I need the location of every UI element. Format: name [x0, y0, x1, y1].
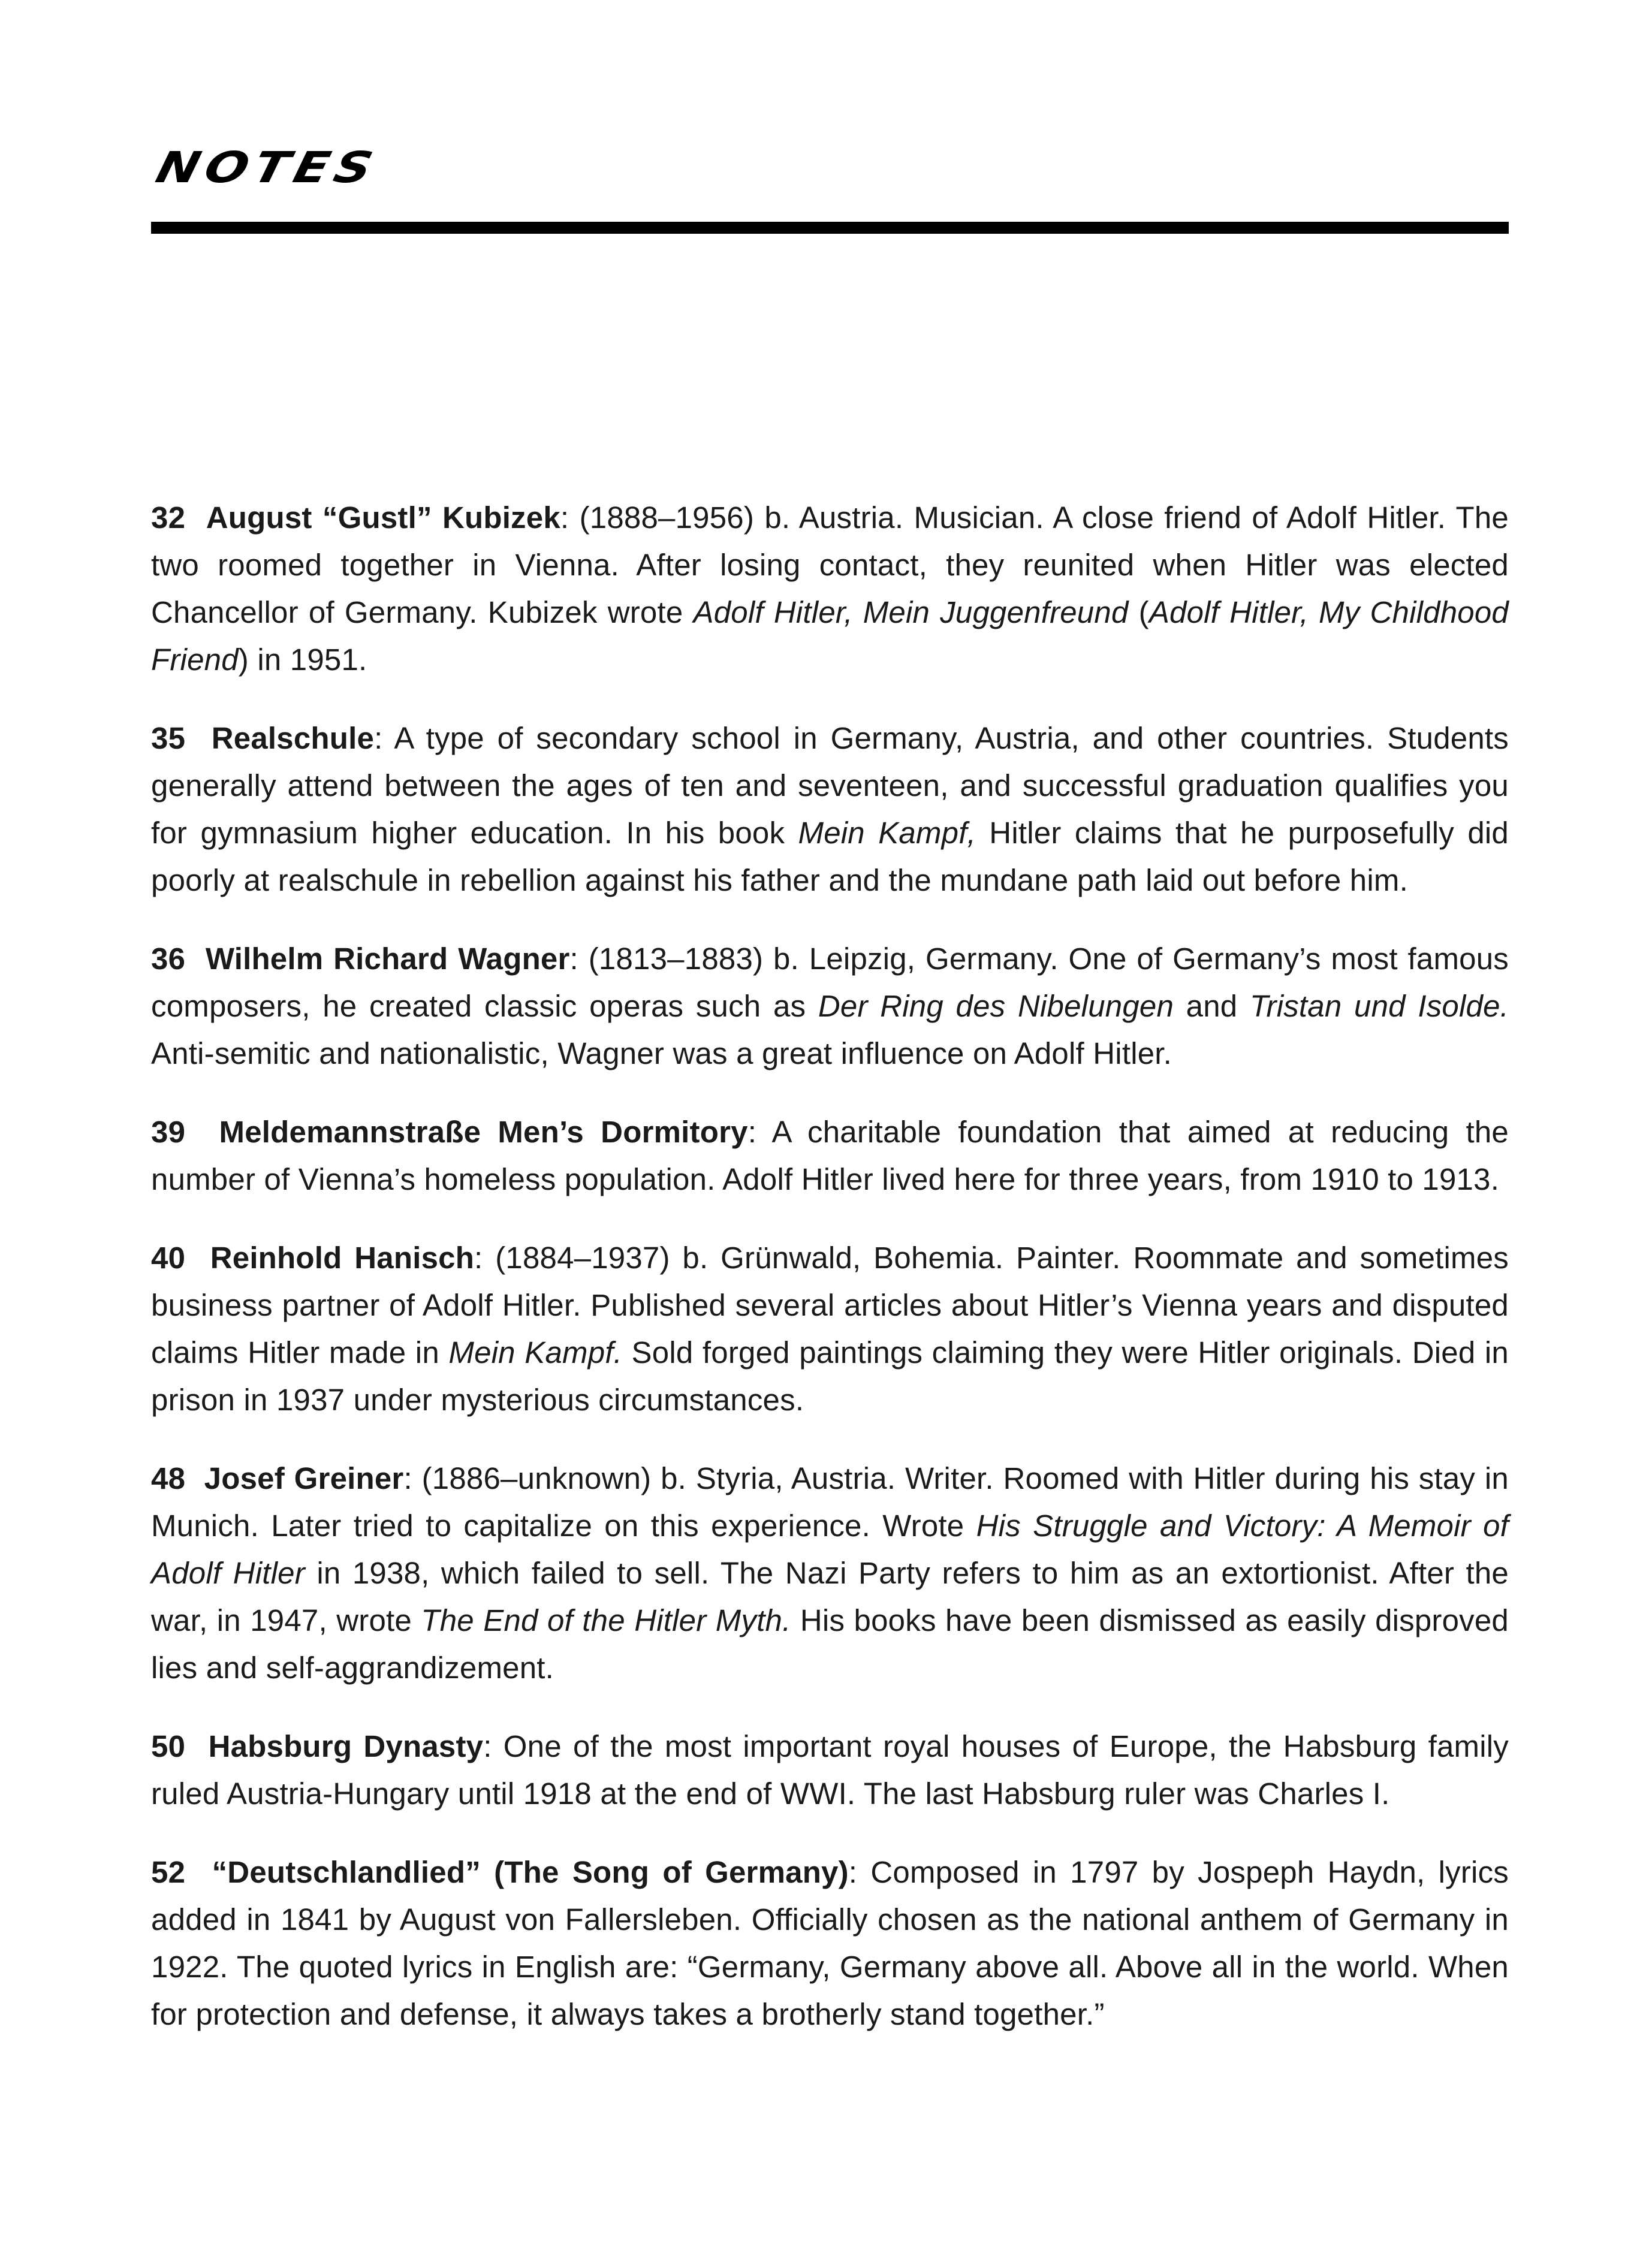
- note-title-italic: Tristan und Isolde.: [1249, 989, 1509, 1023]
- note-number: 35: [151, 721, 186, 755]
- note-term: Habsburg Dynasty: [208, 1729, 484, 1763]
- note-title-italic: The End of the Hitler Myth.: [421, 1603, 791, 1637]
- note-number: 36: [151, 942, 186, 976]
- note-title-italic: His Struggle and Victory: A Memoir of Adolf Hitler: [151, 1509, 1509, 1590]
- note-term: Reinhold Hanisch: [210, 1241, 475, 1275]
- note-term: “Deutschlandlied” (The Song of Germany): [212, 1855, 849, 1889]
- note-term: Meldemannstraße Men’s Dormitory: [219, 1115, 748, 1149]
- note-title-italic: Mein Kampf,: [798, 816, 976, 850]
- note-text: : (1813–1883) b. Leipzig, Germany. One of Germany’s most famous composers, he created classic operas such as: [151, 942, 1509, 1023]
- note-text: and: [1174, 989, 1250, 1023]
- note-entry: [151, 1848, 1509, 2038]
- note-text: : (1884–1937) b. Grünwald, Bohemia. Painter. Roommate and sometimes business partner of Adolf Hitler. Published several articles about Hitler’s Vienna years and disputed claims Hitler made in: [151, 1241, 1509, 1370]
- note-text: in 1938, which failed to sell. The Nazi Party refers to him as an extortionist. After the war, in 1947, wrote: [151, 1556, 1509, 1637]
- notes-list: [151, 494, 1509, 2069]
- note-text: : (1888–1956) b. Austria. Musician. A close friend of Adolf Hitler. The two roomed together in Vienna. After losing contact, they reunited when Hitler was elected Chancellor of Germany. Kubizek wrote: [151, 500, 1509, 629]
- note-text: : Composed in 1797 by Jospeph Haydn, lyrics added in 1841 by August von Fallersleben. Officially chosen as the national anthem of Germany in 1922. The quoted lyrics in English are: “Germany, Germany above all. Above all in the world. When for protection and defense, it always takes a brotherly stand together.”: [151, 1855, 1509, 2031]
- note-number: 50: [151, 1729, 186, 1763]
- note-text: ) in 1951.: [238, 643, 367, 677]
- note-title-italic: Adolf Hitler, Mein Juggenfreund: [693, 595, 1129, 629]
- note-text: Hitler claims that he purposefully did poorly at realschule in rebellion against his father and the mundane path laid out before him.: [151, 816, 1509, 897]
- note-text: Anti-semitic and nationalistic, Wagner was a great influence on Adolf Hitler.: [151, 1036, 1172, 1070]
- note-text: Sold forged paintings claiming they were Hitler originals. Died in prison in 1937 under mysterious circumstances.: [151, 1335, 1509, 1417]
- note-term: August “Gustl” Kubizek: [206, 500, 560, 535]
- note-entry: [151, 935, 1509, 1077]
- note-title-italic: Der Ring des Nibelungen: [818, 989, 1174, 1023]
- note-text: (: [1128, 595, 1149, 629]
- note-entry: [151, 494, 1509, 683]
- page-title: NOTES: [151, 142, 384, 193]
- note-term: Wilhelm Richard Wagner: [205, 942, 570, 976]
- note-term: Josef Greiner: [204, 1461, 404, 1495]
- note-number: 39: [151, 1115, 186, 1149]
- note-entry: [151, 1455, 1509, 1691]
- note-entry: [151, 1108, 1509, 1203]
- note-text: : One of the most important royal houses of Europe, the Habsburg family ruled Austria-Hungary until 1918 at the end of WWI. The last Habsburg ruler was Charles I.: [151, 1729, 1509, 1811]
- note-text: : (1886–unknown) b. Styria, Austria. Writer. Roomed with Hitler during his stay in Munich. Later tried to capitalize on this experience. Wrote: [151, 1461, 1509, 1543]
- note-entry: [151, 1234, 1509, 1423]
- note-text: : A type of secondary school in Germany, Austria, and other countries. Students generally attend between the ages of ten and seventeen, and successful graduation qualifies you for gymnasium higher education. In his book: [151, 721, 1509, 850]
- note-term: Realschule: [211, 721, 375, 755]
- note-entry: [151, 714, 1509, 904]
- note-number: 52: [151, 1855, 186, 1889]
- note-title-italic: Adolf Hitler, My Childhood Friend: [151, 595, 1509, 677]
- note-text: His books have been dismissed as easily disproved lies and self-aggrandizement.: [151, 1603, 1509, 1685]
- note-number: 32: [151, 500, 186, 535]
- note-title-italic: Mein Kampf.: [448, 1335, 623, 1370]
- note-number: 40: [151, 1241, 186, 1275]
- page-header: [151, 133, 1509, 193]
- header-rule: [151, 222, 1509, 234]
- note-entry: [151, 1723, 1509, 1817]
- note-number: 48: [151, 1461, 186, 1495]
- note-text: : A charitable foundation that aimed at reducing the number of Vienna’s homeless population. Adolf Hitler lived here for three years, from 1910 to 1913.: [151, 1115, 1509, 1196]
